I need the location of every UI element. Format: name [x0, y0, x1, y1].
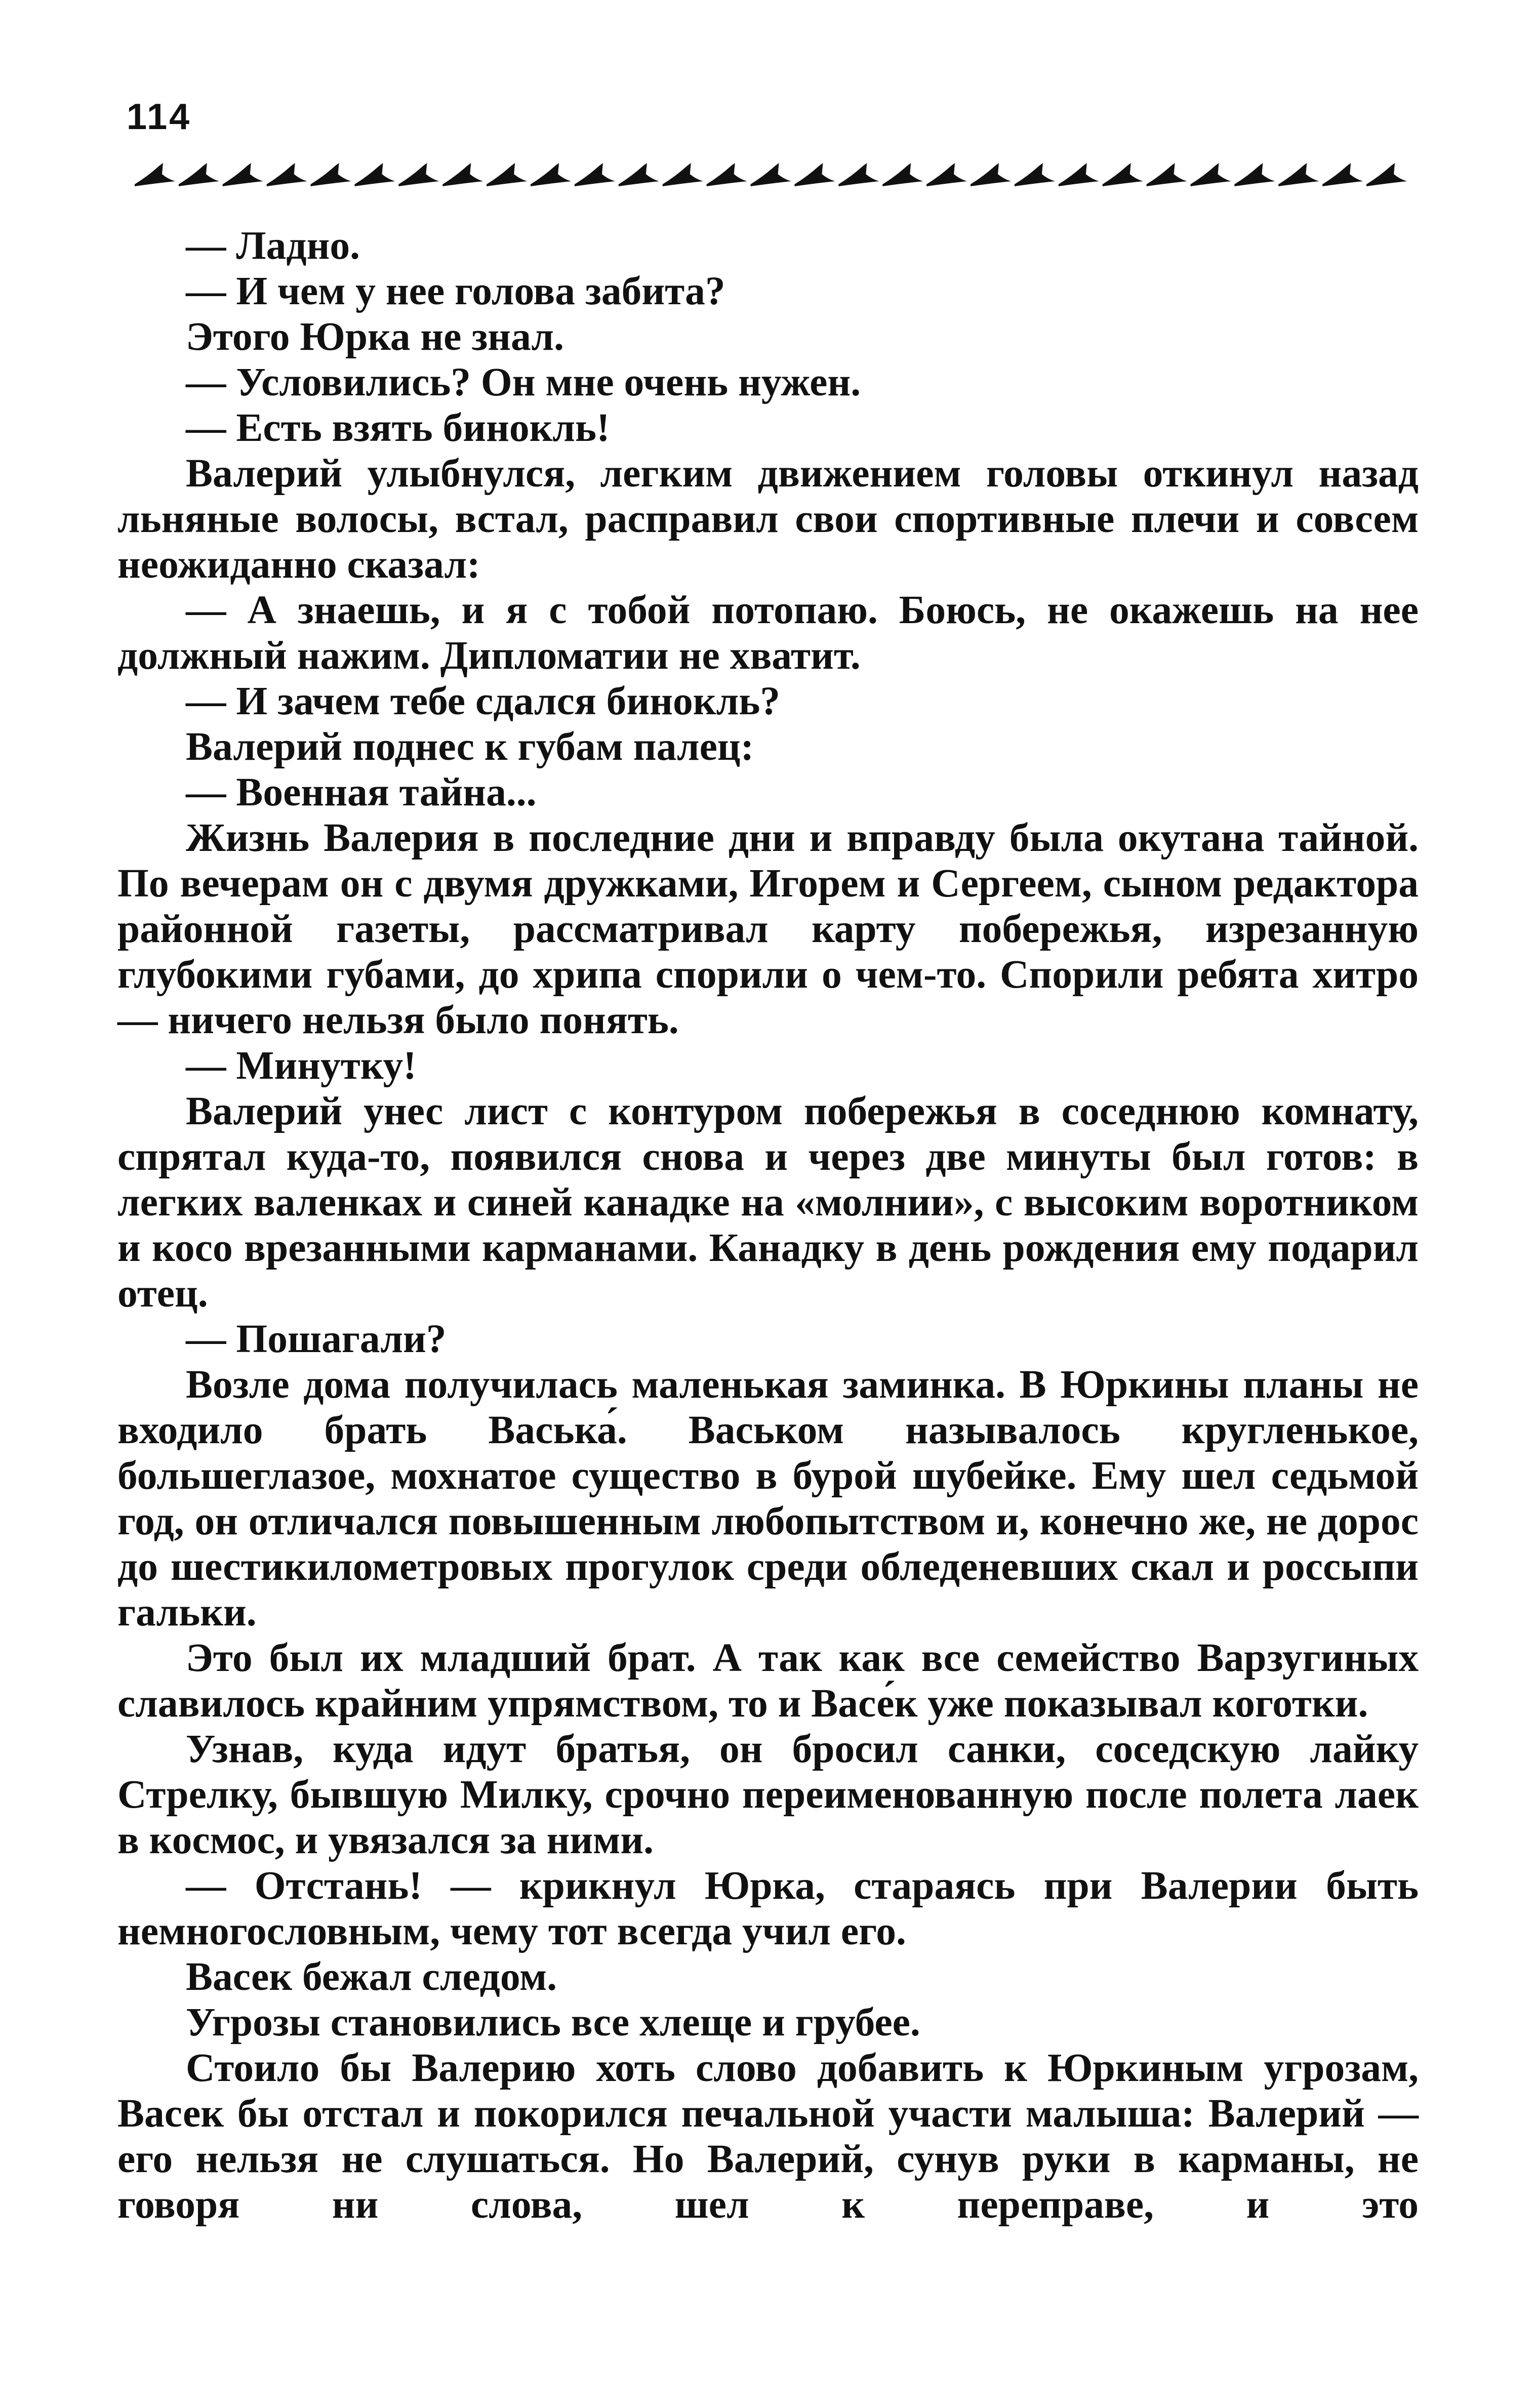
ornament-mark	[926, 163, 967, 186]
ornament-mark	[487, 163, 527, 186]
paragraph: — Ладно.	[186, 223, 360, 268]
paragraph: — Отстань! — крикнул Юрка, стараясь при Валерии быть немногословным, чему тот всегда учил его.	[117, 1863, 1419, 1953]
ornament-mark	[1059, 163, 1099, 186]
ornament-mark	[838, 163, 879, 186]
paragraph: — А знаешь, и я с тобой потопаю. Боюсь, не окажешь на нее должный нажим. Дипломатии не хватит.	[117, 588, 1419, 678]
paragraph: Стоило бы Валерию хоть слово добавить к Юркиным угрозам, Васек бы отстал и покорился печальной участи малыша: Валерий — его нельзя не слушаться. Но Валерий, сунув руки в карманы, не говоря ни слова, шел к переправе, и это	[117, 2046, 1419, 2227]
paragraph: Васек бежал следом.	[186, 1954, 557, 1999]
ornament-mark	[223, 163, 263, 186]
ornament-mark	[311, 163, 351, 186]
ornament-mark	[267, 163, 307, 186]
paragraph: — Условились? Он мне очень нужен.	[186, 360, 861, 404]
body-text	[117, 223, 1419, 2227]
ornament-mark	[1103, 163, 1143, 186]
ornament-mark	[575, 163, 615, 186]
paragraph: — Минутку!	[186, 1043, 417, 1088]
ornament-mark	[707, 163, 747, 186]
paragraph: — И зачем тебе сдался бинокль?	[186, 679, 780, 723]
ornament-mark	[1191, 163, 1231, 186]
ornament-mark	[1278, 163, 1319, 186]
paragraph: — Пошагали?	[186, 1317, 447, 1361]
ornament-mark	[663, 163, 703, 186]
ornament-mark	[794, 163, 835, 186]
ornament-mark	[1366, 163, 1407, 186]
decorative-ornament	[133, 161, 1408, 189]
paragraph: Валерий поднес к губам палец:	[186, 724, 754, 769]
ornament-mark	[971, 163, 1011, 186]
ornament-mark	[1234, 163, 1275, 186]
paragraph: Валерий улыбнулся, легким движением головы откинул назад льняные волосы, встал, расправил свои спортивные плечи и совсем неожиданно сказал:	[117, 451, 1419, 587]
paragraph: Жизнь Валерия в последние дни и вправду была окутана тайной. По вечерам он с двумя дружками, Игорем и Сергеем, сыном редактора районной газеты, рассматривал карту побережья, изрезанную глубокими губами, до хрипа спорили о чем-то. Спорили ребята хитро — ничего нельзя было понять.	[117, 815, 1419, 1042]
paragraph: Валерий унес лист с контуром побережья в соседнюю комнату, спрятал куда-то, появился снова и через две минуты был готов: в легких валенках и синей канадке на «молнии», с высоким воротником и косо врезанными карманами. Канадку в день рождения ему подарил отец.	[117, 1089, 1419, 1316]
paragraph: Возле дома получилась маленькая заминка. В Юркины планы не входило брать Васька́. Васьком называлось кругленькое, большеглазое, мохнатое существо в бурой шубейке. Ему шел седьмой год, он отличался повышенным любопытством и, конечно же, не дорос до шестикилометровых прогулок среди обледеневших скал и россыпи гальки.	[117, 1362, 1419, 1635]
ornament-mark	[398, 163, 439, 186]
page-number: 114	[127, 97, 192, 137]
paragraph: — И чем у нее голова забита?	[186, 269, 725, 313]
ornament-mark	[882, 163, 923, 186]
ornament-mark	[442, 163, 483, 186]
ornament-mark	[1147, 163, 1187, 186]
ornament-mark	[619, 163, 659, 186]
ornament-mark	[531, 163, 571, 186]
ornament-mark	[135, 163, 175, 186]
paragraph: Узнав, куда идут братья, он бросил санки, соседскую лайку Стрелку, бывшую Милку, срочно переименованную после полета лаек в космос, и увязался за ними.	[117, 1727, 1419, 1862]
ornament-mark	[751, 163, 791, 186]
paragraph: Это был их младший брат. А так как все семейство Варзугиных славилось крайним упрямством, то и Васе́к уже показывал коготки.	[117, 1636, 1419, 1726]
paragraph: — Военная тайна...	[186, 770, 537, 814]
ornament-mark	[1322, 163, 1363, 186]
ornament-mark	[1015, 163, 1055, 186]
ornament-mark	[179, 163, 219, 186]
paragraph: Угрозы становились все хлеще и грубее.	[186, 2000, 920, 2045]
paragraph: Этого Юрка не знал.	[186, 314, 564, 359]
ornament-mark	[354, 163, 395, 186]
paragraph: — Есть взять бинокль!	[186, 405, 610, 450]
